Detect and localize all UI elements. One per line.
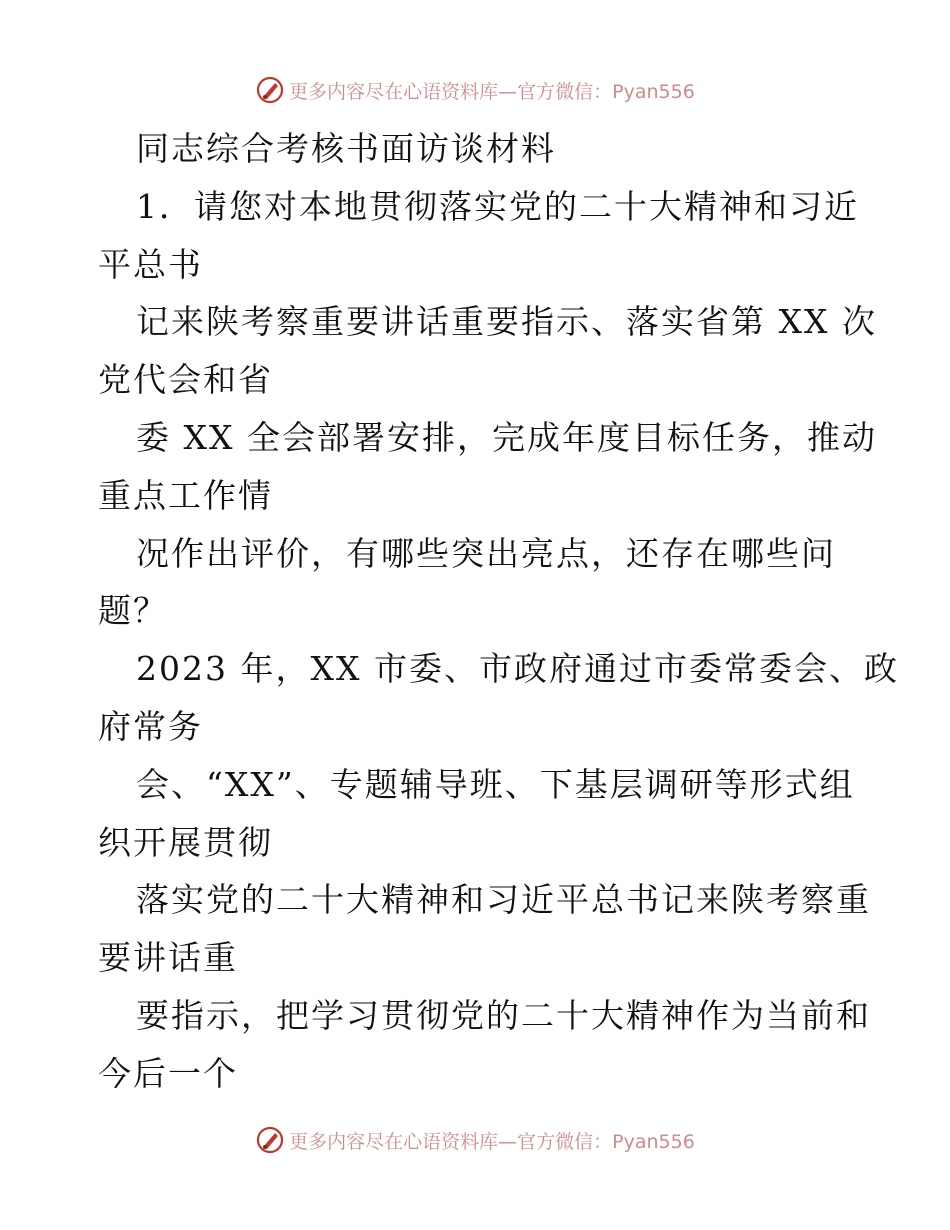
document-body — [98, 120, 899, 1103]
pen-logo-icon — [255, 1125, 285, 1155]
watermark-text: 更多内容尽在心语资料库—官方微信：Pyan556 — [289, 80, 695, 103]
text-line: 题？ — [98, 591, 168, 631]
text-line: 记来陕考察重要讲话重要指示、落实省第 XX 次 — [136, 302, 877, 342]
text-line: 要指示，把学习贯彻党的二十大精神作为当前和 — [136, 995, 871, 1035]
text-line: 况作出评价，有哪些突出亮点，还存在哪些问 — [136, 533, 836, 573]
text-line: 府常务 — [98, 706, 203, 746]
text-line: 重点工作情 — [98, 475, 273, 515]
text-line: 平总书 — [98, 244, 203, 284]
text-line: 织开展贯彻 — [98, 822, 273, 862]
text-line: 同志综合考核书面访谈材料 — [136, 129, 556, 168]
text-line: 党代会和省 — [98, 360, 273, 400]
text-line: 会、“XX”、专题辅导班、下基层调研等形式组 — [136, 764, 855, 804]
text-line: 今后一个 — [98, 1053, 238, 1093]
watermark-text: 更多内容尽在心语资料库—官方微信：Pyan556 — [289, 1130, 695, 1153]
text-line: 委 XX 全会部署安排，完成年度目标任务，推动 — [136, 417, 877, 457]
text-line: 落实党的二十大精神和习近平总书记来陕考察重 — [136, 880, 871, 920]
header-watermark-banner — [0, 70, 950, 110]
text-line: 要讲话重 — [98, 938, 238, 978]
footer-watermark-banner — [0, 1120, 950, 1160]
text-line: 1．请您对本地贯彻落实党的二十大精神和习近 — [136, 186, 859, 226]
text-line: 2023 年，XX 市委、市政府通过市委常委会、政 — [136, 649, 899, 689]
pen-logo-icon — [255, 75, 285, 105]
